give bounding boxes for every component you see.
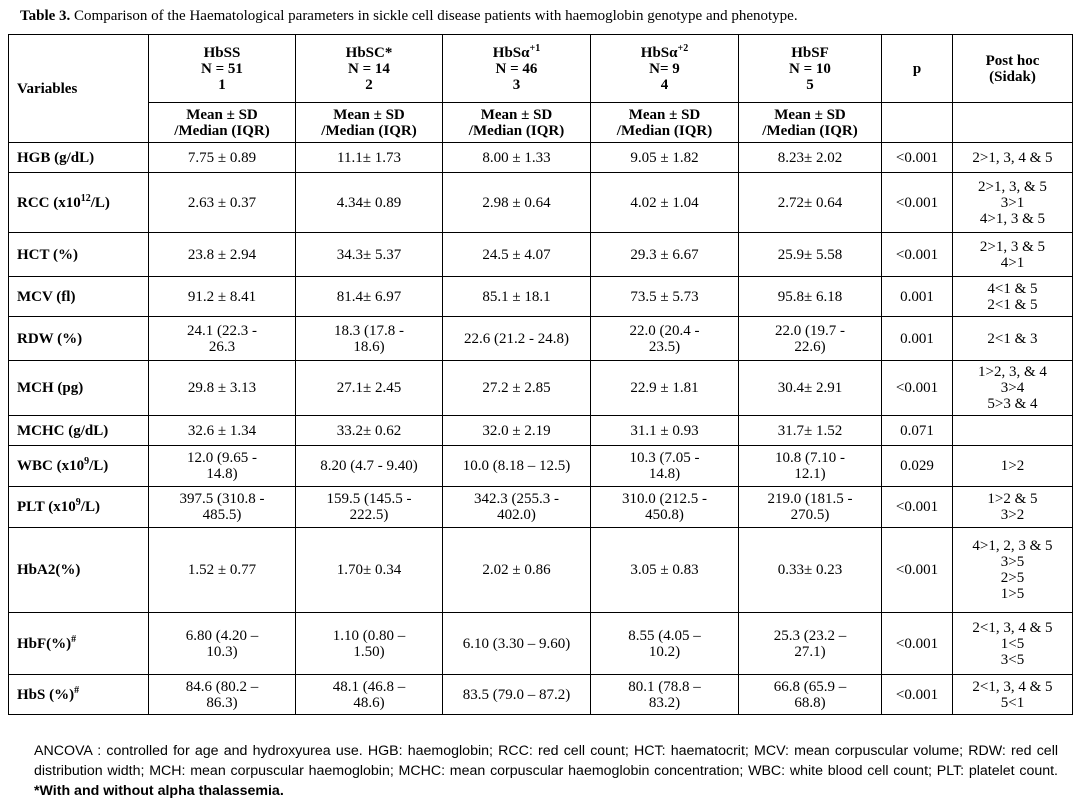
header-row-groups	[9, 35, 1073, 103]
footnote-bold: *With and without alpha thalassemia.	[34, 783, 284, 799]
table-caption	[20, 6, 1070, 26]
value-cell: 30.4± 2.91	[739, 361, 882, 416]
stat-header: Mean ± SD /Median (IQR)	[296, 103, 443, 143]
value-cell: 32.6 ± 1.34	[149, 416, 296, 446]
variable-label: RDW (%)	[9, 317, 149, 361]
caption-label: Table 3.	[20, 8, 71, 24]
value-cell: 11.1± 1.73	[296, 143, 443, 173]
variable-label: HbS (%)#	[9, 675, 149, 715]
posthoc-cell: 2>1, 3 & 5 4>1	[953, 233, 1073, 277]
value-cell: 219.0 (181.5 - 270.5)	[739, 487, 882, 528]
variable-label: WBC $(x10^9/L)$	[9, 446, 149, 487]
value-cell: 73.5 ± 5.73	[591, 277, 739, 317]
value-cell: 1.70± 0.34	[296, 528, 443, 613]
value-cell: 9.05 ± 1.82	[591, 143, 739, 173]
stat-header: Mean ± SD /Median (IQR)	[149, 103, 296, 143]
value-cell: 84.6 (80.2 – 86.3)	[149, 675, 296, 715]
variable-label: MCHC (g/dL)	[9, 416, 149, 446]
stat-header: Mean ± SD /Median (IQR)	[591, 103, 739, 143]
p-value-cell: <0.001	[882, 487, 953, 528]
value-cell: 10.8 (7.10 - 12.1)	[739, 446, 882, 487]
value-cell: 18.3 (17.8 - 18.6)	[296, 317, 443, 361]
variable-label: RCC $(x10^{12}/L)$	[9, 173, 149, 233]
table-row	[9, 613, 1073, 675]
variable-label: MCH (pg)	[9, 361, 149, 416]
value-cell: 22.0 (19.7 - 22.6)	[739, 317, 882, 361]
posthoc-cell: 2>1, 3, & 5 3>1 4>1, 3 & 5	[953, 173, 1073, 233]
posthoc-header-blank	[953, 103, 1073, 143]
value-cell: 33.2± 0.62	[296, 416, 443, 446]
table-footnote	[34, 741, 1058, 801]
variable-label: MCV (fl)	[9, 277, 149, 317]
p-value-cell: <0.001	[882, 675, 953, 715]
posthoc-cell: 2<1 & 3	[953, 317, 1073, 361]
value-cell: 22.6 (21.2 - 24.8)	[443, 317, 591, 361]
value-cell: 23.8 ± 2.94	[149, 233, 296, 277]
value-cell: 1.52 ± 0.77	[149, 528, 296, 613]
variable-label: HbF(%)#	[9, 613, 149, 675]
value-cell: 85.1 ± 18.1	[443, 277, 591, 317]
value-cell: 6.80 (4.20 – 10.3)	[149, 613, 296, 675]
table-row	[9, 277, 1073, 317]
variables-header: Variables	[9, 35, 149, 143]
posthoc-cell: 4<1 & 5 2<1 & 5	[953, 277, 1073, 317]
p-header: p	[882, 35, 953, 103]
posthoc-cell: 1>2 & 5 3>2	[953, 487, 1073, 528]
value-cell: 3.05 ± 0.83	[591, 528, 739, 613]
p-header-blank	[882, 103, 953, 143]
value-cell: 66.8 (65.9 – 68.8)	[739, 675, 882, 715]
value-cell: 22.9 ± 1.81	[591, 361, 739, 416]
value-cell: 7.75 ± 0.89	[149, 143, 296, 173]
value-cell: 91.2 ± 8.41	[149, 277, 296, 317]
stat-header: Mean ± SD /Median (IQR)	[443, 103, 591, 143]
value-cell: 31.1 ± 0.93	[591, 416, 739, 446]
variable-label: HbA2(%)	[9, 528, 149, 613]
header-row-stats	[9, 103, 1073, 143]
value-cell: 8.55 (4.05 – 10.2)	[591, 613, 739, 675]
table-row	[9, 233, 1073, 277]
value-cell: 342.3 (255.3 - 402.0)	[443, 487, 591, 528]
p-value-cell: <0.001	[882, 528, 953, 613]
value-cell: 2.72± 0.64	[739, 173, 882, 233]
caption-text: Comparison of the Haematological parameters in sickle cell disease patients with haemoglobin genotype and phenotype.	[70, 8, 798, 24]
variable-label: PLT $(x10^9/L)$	[9, 487, 149, 528]
posthoc-cell: 2<1, 3, 4 & 5 5<1	[953, 675, 1073, 715]
value-cell: 4.34± 0.89	[296, 173, 443, 233]
value-cell: 25.3 (23.2 – 27.1)	[739, 613, 882, 675]
table-row	[9, 143, 1073, 173]
table-row	[9, 446, 1073, 487]
value-cell: 48.1 (46.8 – 48.6)	[296, 675, 443, 715]
p-value-cell: <0.001	[882, 233, 953, 277]
posthoc-cell: 4>1, 2, 3 & 5 3>5 2>5 1>5	[953, 528, 1073, 613]
footnote-text: ANCOVA : controlled for age and hydroxyurea use. HGB: haemoglobin; RCC: red cell count; HCT: haematocrit; MCV: mean corpuscular volume; RDW: red cell distribution width; MCH: mean corpuscular haemoglobin; MCHC: mean corpuscular haemoglobin concentration; WBC: white blood cell count; PLT: platelet count.	[34, 743, 1058, 779]
value-cell: 29.8 ± 3.13	[149, 361, 296, 416]
table-row	[9, 675, 1073, 715]
value-cell: 83.5 (79.0 – 87.2)	[443, 675, 591, 715]
value-cell: 80.1 (78.8 – 83.2)	[591, 675, 739, 715]
value-cell: 95.8± 6.18	[739, 277, 882, 317]
stat-header: Mean ± SD /Median (IQR)	[739, 103, 882, 143]
value-cell: 27.1± 2.45	[296, 361, 443, 416]
value-cell: 32.0 ± 2.19	[443, 416, 591, 446]
p-value-cell: <0.001	[882, 143, 953, 173]
haematology-table	[8, 34, 1073, 715]
posthoc-cell: 2<1, 3, 4 & 5 1<5 3<5	[953, 613, 1073, 675]
value-cell: 34.3± 5.37	[296, 233, 443, 277]
group-header: HbSα$^{+1}$ N = 46 3	[443, 35, 591, 103]
value-cell: 2.98 ± 0.64	[443, 173, 591, 233]
posthoc-header: Post hoc (Sidak)	[953, 35, 1073, 103]
value-cell: 12.0 (9.65 - 14.8)	[149, 446, 296, 487]
p-value-cell: 0.029	[882, 446, 953, 487]
table-row	[9, 416, 1073, 446]
value-cell: 10.0 (8.18 – 12.5)	[443, 446, 591, 487]
posthoc-cell: 2>1, 3, 4 & 5	[953, 143, 1073, 173]
value-cell: 27.2 ± 2.85	[443, 361, 591, 416]
value-cell: 31.7± 1.52	[739, 416, 882, 446]
p-value-cell: 0.071	[882, 416, 953, 446]
value-cell: 310.0 (212.5 - 450.8)	[591, 487, 739, 528]
table-row	[9, 528, 1073, 613]
value-cell: 2.02 ± 0.86	[443, 528, 591, 613]
group-header: HbSF N = 10 5	[739, 35, 882, 103]
value-cell: 159.5 (145.5 - 222.5)	[296, 487, 443, 528]
value-cell: 29.3 ± 6.67	[591, 233, 739, 277]
value-cell: 24.5 ± 4.07	[443, 233, 591, 277]
table-row	[9, 173, 1073, 233]
variable-label: HCT (%)	[9, 233, 149, 277]
value-cell: 397.5 (310.8 - 485.5)	[149, 487, 296, 528]
table-row	[9, 317, 1073, 361]
table-row	[9, 361, 1073, 416]
posthoc-cell: 1>2, 3, & 4 3>4 5>3 & 4	[953, 361, 1073, 416]
value-cell: 0.33± 0.23	[739, 528, 882, 613]
p-value-cell: 0.001	[882, 317, 953, 361]
value-cell: 22.0 (20.4 - 23.5)	[591, 317, 739, 361]
value-cell: 8.20 (4.7 - 9.40)	[296, 446, 443, 487]
value-cell: 1.10 (0.80 – 1.50)	[296, 613, 443, 675]
group-header: HbSC* N = 14 2	[296, 35, 443, 103]
value-cell: 8.23± 2.02	[739, 143, 882, 173]
p-value-cell: <0.001	[882, 613, 953, 675]
value-cell: 25.9± 5.58	[739, 233, 882, 277]
group-header: HbSα$^{+2}$ N= 9 4	[591, 35, 739, 103]
table-row	[9, 487, 1073, 528]
value-cell: 24.1 (22.3 - 26.3	[149, 317, 296, 361]
p-value-cell: 0.001	[882, 277, 953, 317]
value-cell: 8.00 ± 1.33	[443, 143, 591, 173]
p-value-cell: <0.001	[882, 173, 953, 233]
value-cell: 2.63 ± 0.37	[149, 173, 296, 233]
posthoc-cell	[953, 416, 1073, 446]
posthoc-cell: 1>2	[953, 446, 1073, 487]
value-cell: 10.3 (7.05 - 14.8)	[591, 446, 739, 487]
group-header: HbSS N = 51 1	[149, 35, 296, 103]
value-cell: 4.02 ± 1.04	[591, 173, 739, 233]
p-value-cell: <0.001	[882, 361, 953, 416]
value-cell: 6.10 (3.30 – 9.60)	[443, 613, 591, 675]
value-cell: 81.4± 6.97	[296, 277, 443, 317]
variable-label: HGB (g/dL)	[9, 143, 149, 173]
